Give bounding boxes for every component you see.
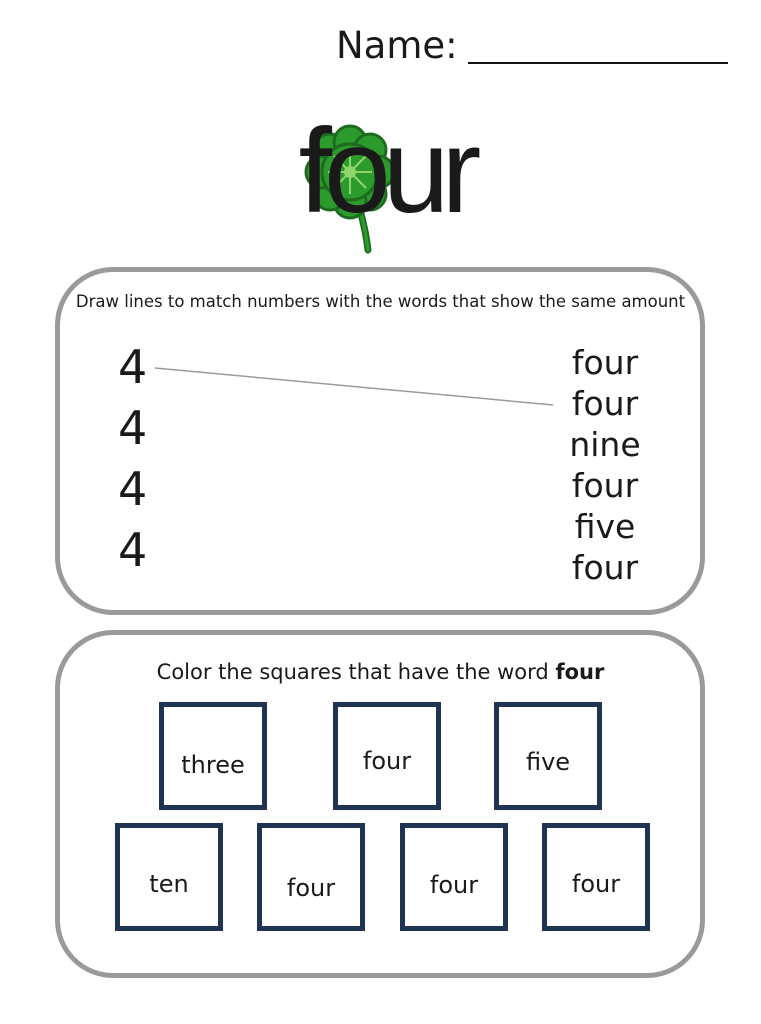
color-square-label: four	[362, 747, 412, 775]
color-square-label: three	[181, 751, 245, 779]
color-square-label: four	[571, 870, 621, 898]
color-square-4[interactable]	[115, 823, 223, 931]
coloring-instruction	[0, 660, 761, 684]
name-input-line[interactable]	[468, 62, 728, 64]
color-square-5[interactable]	[257, 823, 365, 931]
color-square-label: ten	[149, 870, 189, 898]
title-text: four	[298, 104, 474, 238]
numeral-4[interactable]: 4	[118, 523, 148, 577]
title-word	[262, 102, 512, 257]
word-2[interactable]: four	[571, 384, 639, 423]
numeral-column	[118, 337, 158, 581]
numeral-1[interactable]: 4	[118, 340, 148, 394]
title-svg	[262, 102, 512, 257]
word-6[interactable]: four	[571, 548, 639, 587]
color-square-6[interactable]	[400, 823, 508, 931]
color-square-label: four	[286, 874, 336, 902]
numeral-2[interactable]: 4	[118, 401, 148, 455]
matching-instruction: Draw lines to match numbers with the words that show the same amount	[75, 292, 686, 311]
numeral-3[interactable]: 4	[118, 462, 148, 516]
word-1[interactable]: four	[571, 343, 639, 382]
color-square-label: four	[429, 871, 479, 899]
coloring-instruction-prefix: Color the squares that have the word	[156, 660, 556, 684]
color-square-7[interactable]	[542, 823, 650, 931]
color-square-3[interactable]	[494, 702, 602, 810]
color-square-label: five	[525, 748, 571, 776]
word-column	[555, 342, 655, 588]
word-4[interactable]: four	[571, 466, 639, 505]
word-5[interactable]: five	[574, 507, 636, 546]
name-label: Name:	[336, 24, 458, 67]
color-square-1[interactable]	[159, 702, 267, 810]
color-square-2[interactable]	[333, 702, 441, 810]
word-3[interactable]: nine	[569, 425, 641, 464]
coloring-instruction-target: four	[555, 660, 605, 684]
